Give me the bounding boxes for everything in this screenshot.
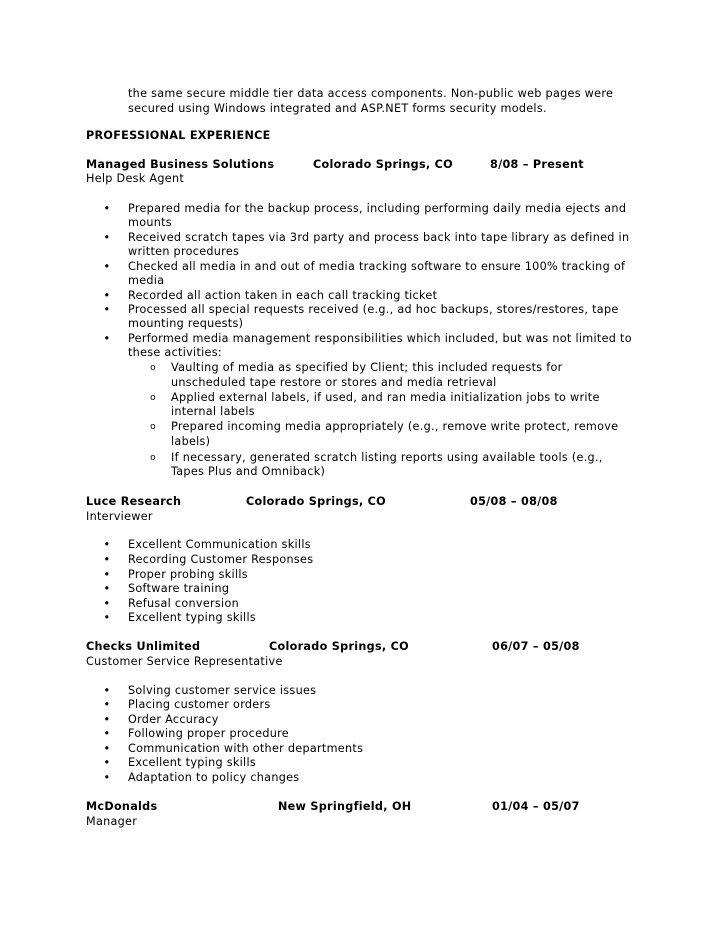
job-3-company: Checks Unlimited <box>86 640 201 653</box>
job-4-company: McDonalds <box>86 800 158 813</box>
list-item: Excellent typing skills <box>128 611 256 624</box>
list-item: Excellent Communication skills <box>128 538 311 551</box>
job-3-dates: 06/07 – 05/08 <box>492 640 580 653</box>
sub-list-item-cont: unscheduled tape restore or stores and media retrieval <box>171 376 497 389</box>
bullet-icon: • <box>103 698 111 711</box>
job-1-title: Help Desk Agent <box>86 172 185 185</box>
bullet-icon: • <box>103 303 111 316</box>
job-2-dates: 05/08 – 08/08 <box>470 495 558 508</box>
list-item: Processed all special requests received (e.g., ad hoc backups, stores/restores, tape <box>128 303 619 316</box>
sub-bullet-icon: o <box>150 363 156 373</box>
list-item: Proper probing skills <box>128 568 248 581</box>
bullet-icon: • <box>103 289 111 302</box>
list-item: Refusal conversion <box>128 597 239 610</box>
bullet-icon: • <box>103 742 111 755</box>
job-2-title: Interviewer <box>86 510 153 523</box>
job-1-location: Colorado Springs, CO <box>313 158 453 171</box>
list-item: Order Accuracy <box>128 713 219 726</box>
sub-list-item: If necessary, generated scratch listing reports using available tools (e.g., <box>171 451 603 464</box>
list-item: Solving customer service issues <box>128 684 317 697</box>
bullet-icon: • <box>103 538 111 551</box>
bullet-icon: • <box>103 582 111 595</box>
bullet-icon: • <box>103 771 111 784</box>
job-1-dates: 8/08 – Present <box>490 158 584 171</box>
job-2-location: Colorado Springs, CO <box>246 495 386 508</box>
sub-list-item-cont: Tapes Plus and Omniback) <box>171 465 326 478</box>
bullet-icon: • <box>103 713 111 726</box>
job-3-title: Customer Service Representative <box>86 655 283 668</box>
sub-list-item: Prepared incoming media appropriately (e.g., remove write protect, remove <box>171 420 619 433</box>
bullet-icon: • <box>103 611 111 624</box>
sub-list-item-cont: labels) <box>171 435 211 448</box>
list-item-cont: mounts <box>128 216 172 229</box>
sub-list-item-cont: internal labels <box>171 405 255 418</box>
list-item: Received scratch tapes via 3rd party and process back into tape library as defined in <box>128 231 630 244</box>
list-item: Software training <box>128 582 230 595</box>
bullet-icon: • <box>103 727 111 740</box>
list-item: Adaptation to policy changes <box>128 771 300 784</box>
bullet-icon: • <box>103 332 111 345</box>
list-item: Recorded all action taken in each call tracking ticket <box>128 289 438 302</box>
list-item: Placing customer orders <box>128 698 271 711</box>
list-item: Performed media management responsibilities which included, but was not limited to <box>128 332 632 345</box>
list-item-cont: written procedures <box>128 245 240 258</box>
list-item: Following proper procedure <box>128 727 289 740</box>
intro-line-2: secured using Windows integrated and ASP.NET forms security models. <box>128 102 547 115</box>
bullet-icon: • <box>103 597 111 610</box>
bullet-icon: • <box>103 684 111 697</box>
intro-line-1: the same secure middle tier data access components. Non-public web pages were <box>128 87 614 100</box>
list-item: Excellent typing skills <box>128 756 256 769</box>
sub-bullet-icon: o <box>150 393 156 403</box>
list-item-cont: media <box>128 274 165 287</box>
list-item-cont: mounting requests) <box>128 317 244 330</box>
job-3-location: Colorado Springs, CO <box>269 640 409 653</box>
section-title: PROFESSIONAL EXPERIENCE <box>86 129 271 142</box>
sub-list-item: Vaulting of media as specified by Client; this included requests for <box>171 361 563 374</box>
bullet-icon: • <box>103 553 111 566</box>
bullet-icon: • <box>103 260 111 273</box>
job-2-company: Luce Research <box>86 495 182 508</box>
job-4-dates: 01/04 – 05/07 <box>492 800 580 813</box>
job-4-title: Manager <box>86 815 138 828</box>
bullet-icon: • <box>103 568 111 581</box>
list-item: Checked all media in and out of media tracking software to ensure 100% tracking of <box>128 260 626 273</box>
sub-bullet-icon: o <box>150 422 156 432</box>
list-item: Recording Customer Responses <box>128 553 314 566</box>
list-item: Prepared media for the backup process, including performing daily media ejects and <box>128 202 627 215</box>
job-4-location: New Springfield, OH <box>278 800 412 813</box>
bullet-icon: • <box>103 202 111 215</box>
list-item: Communication with other departments <box>128 742 364 755</box>
bullet-icon: • <box>103 756 111 769</box>
sub-list-item: Applied external labels, if used, and ran media initialization jobs to write <box>171 391 600 404</box>
job-1-company: Managed Business Solutions <box>86 158 275 171</box>
list-item-cont: these activities: <box>128 346 222 359</box>
sub-bullet-icon: o <box>150 453 156 463</box>
bullet-icon: • <box>103 231 111 244</box>
